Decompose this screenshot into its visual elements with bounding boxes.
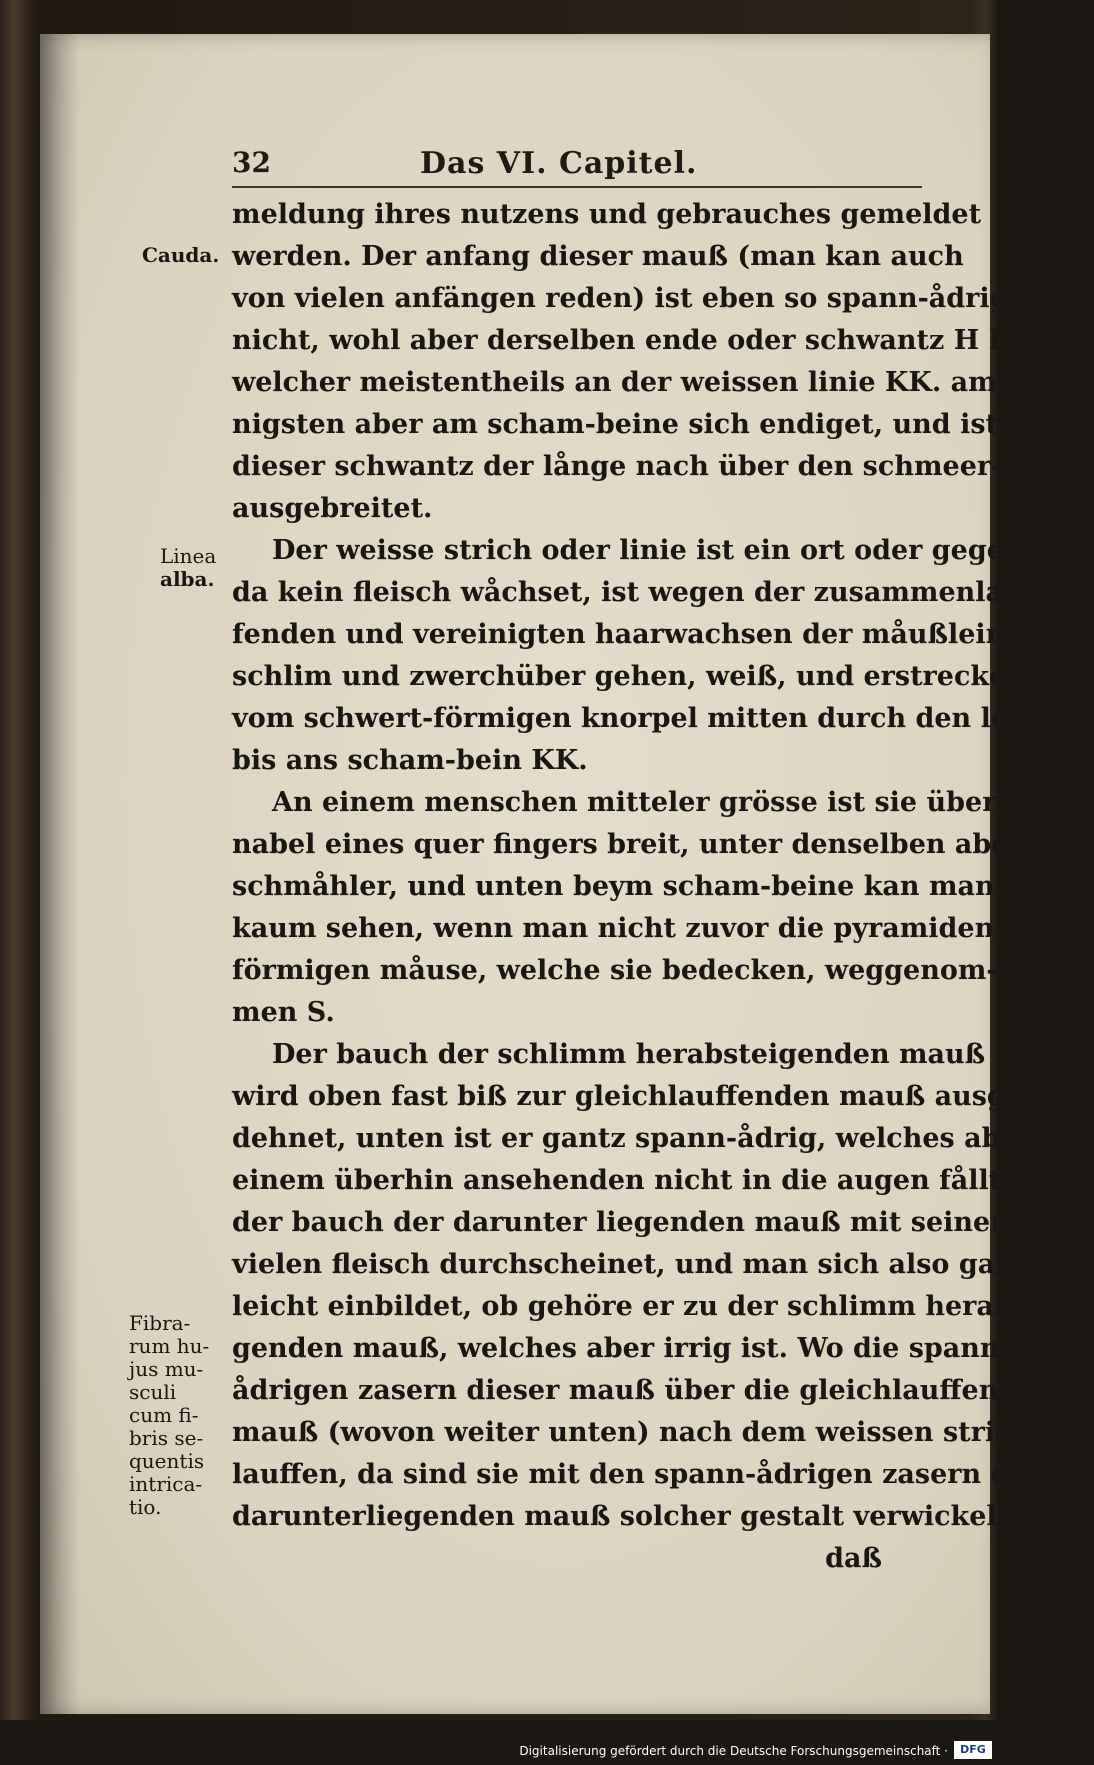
margin-note-line: alba. (160, 567, 215, 591)
margin-note-line: rum hu- (129, 1334, 210, 1358)
text-line: da kein fleisch wåchset, ist wegen der zusammenlauf- (232, 577, 1045, 608)
text-line: meldung ihres nutzens und gebrauches gemeldet (232, 199, 982, 230)
text-line: förmigen måuse, welche sie bedecken, weggenom- (232, 955, 998, 986)
text-line: dieser schwantz der långe nach über den schmeer-bauch (232, 451, 1094, 482)
text-line: von vielen anfängen reden) ist eben so spann-ådrig (232, 283, 1009, 314)
margin-note-line: Fibra- (129, 1311, 191, 1335)
text-line: dehnet, unten ist er gantz spann-ådrig, welches aber (232, 1123, 1032, 1154)
text-line: nicht, wohl aber derselben ende oder schwantz H H. (232, 325, 1024, 356)
text-line: bis ans scham-bein KK. (232, 745, 588, 776)
catchword: daß (825, 1543, 882, 1574)
margin-note-line: jus mu- (129, 1357, 204, 1381)
text-line: men S. (232, 997, 335, 1028)
text-line: Der bauch der schlimm herabsteigenden mauß (272, 1039, 986, 1070)
text-line: An einem menschen mitteler grösse ist sie über den (272, 787, 1062, 818)
text-line: ausgebreitet. (232, 493, 433, 524)
body-text (232, 194, 1094, 1580)
text-line: wird oben fast biß zur gleichlauffenden mauß ausge- (232, 1081, 1035, 1112)
text-line: einem überhin ansehenden nicht in die augen fållt, weil (232, 1165, 1081, 1196)
text-line: darunterliegenden mauß solcher gestalt verwickelt (232, 1501, 1010, 1532)
digitization-credit: Digitalisierung gefördert durch die Deutsche Forschungsgemeinschaft · (519, 1744, 948, 1758)
text-line: vom schwert-förmigen knorpel mitten durch den leib (232, 703, 1038, 734)
text-line: kaum sehen, wenn man nicht zuvor die pyramiden (232, 913, 995, 944)
margin-note-line: sculi (129, 1380, 177, 1404)
margin-note-linea-alba (160, 545, 216, 591)
margin-note-line: tio. (129, 1495, 162, 1519)
header-rule (232, 186, 922, 188)
text-line: nigsten aber am scham-beine sich endiget, und ist eben (232, 409, 1081, 440)
text-line: ådrigen zasern dieser mauß über die gleichlauffende (232, 1375, 1035, 1406)
text-line: mauß (wovon weiter unten) nach dem weissen strich (232, 1417, 1032, 1448)
margin-note-line: quentis (129, 1449, 205, 1473)
footer-bar (0, 1720, 1000, 1765)
text-line: werden. Der anfang dieser mauß (man kan auch (232, 241, 964, 272)
text-line: nabel eines quer fingers breit, unter denselben aber (232, 829, 1023, 860)
margin-note-line: intrica- (129, 1472, 203, 1496)
text-line: leicht einbildet, ob gehöre er zu der schlimm herabstei- (232, 1291, 1080, 1322)
running-head: Das VI. Capitel. (420, 146, 698, 181)
margin-note-line: bris se- (129, 1426, 204, 1450)
text-line: der bauch der darunter liegenden mauß mit seinem (232, 1207, 1019, 1238)
gutter-shadow (40, 34, 80, 1714)
text-line: Der weisse strich oder linie ist ein ort oder gegend, (272, 535, 1052, 566)
margin-note-line: Linea (160, 544, 217, 568)
text-line: vielen fleisch durchscheinet, und man sich also gar (232, 1249, 1010, 1280)
text-line: fenden und vereinigten haarwachsen der måußlein, so (232, 619, 1058, 650)
text-line: schmåhler, und unten beym scham-beine kan man sie (232, 871, 1047, 902)
page-number: 32 (232, 146, 271, 179)
margin-note-line: cum fi- (129, 1403, 199, 1427)
text-line: schlim und zwerchüber gehen, weiß, und erstrecket sich (232, 661, 1090, 692)
text-line: welcher meistentheils an der weissen linie KK. am we- (232, 367, 1058, 398)
text-line: genden mauß, welches aber irrig ist. Wo die spann- (232, 1333, 1011, 1364)
margin-note-fibrarum (129, 1312, 229, 1519)
margin-note-cauda: Cauda. (142, 243, 220, 267)
dfg-logo: DFG (954, 1741, 992, 1759)
text-line: lauffen, da sind sie mit den spann-ådrigen zasern der (232, 1459, 1041, 1490)
